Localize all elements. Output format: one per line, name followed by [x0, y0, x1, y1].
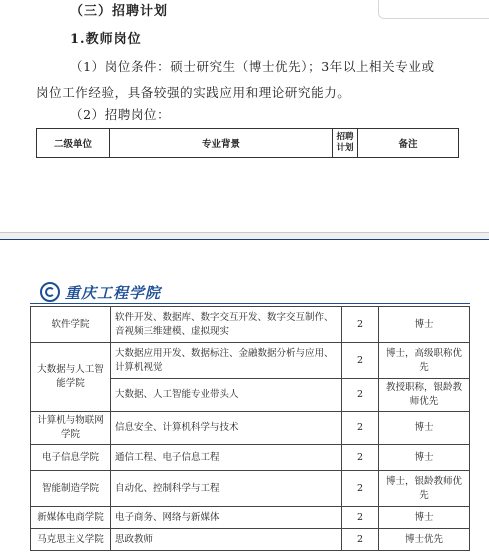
header-col-major: 专业背景: [110, 129, 333, 158]
paragraph-line-3: （2）招聘岗位：: [70, 107, 171, 122]
cell-note: 博士: [379, 412, 470, 445]
header-row: [37, 129, 459, 158]
subsection-heading: 1.教师岗位: [70, 32, 142, 47]
college-logo-text: 重庆工程学院: [65, 283, 162, 302]
cell-note: 博士: [379, 307, 470, 343]
college-logo: [40, 280, 161, 304]
header-col-note: 备注: [358, 129, 459, 158]
cell-note: 博士: [379, 507, 470, 529]
header-col-unit: 二级单位: [37, 129, 110, 158]
cell-unit: 大数据与人工智能学院: [31, 343, 111, 412]
cell-count: 2: [342, 379, 379, 412]
header-col-count-line1: 招聘: [336, 132, 354, 142]
table-row: [31, 445, 470, 471]
cell-unit: 电子信息学院: [31, 445, 111, 471]
page-corner-tab: [378, 0, 489, 19]
cell-count: 2: [342, 529, 379, 551]
cell-unit: 计算机与物联网学院: [31, 412, 111, 445]
cell-major: 大数据、人工智能专业带头人: [111, 379, 342, 412]
logo-rule: [30, 303, 470, 304]
cell-count: 2: [342, 343, 379, 379]
cell-count: 2: [342, 412, 379, 445]
positions-table: [30, 306, 470, 551]
paragraph-line-1: （1）岗位条件：硕士研究生（博士优先）；3年以上相关专业或: [70, 59, 435, 74]
cell-major: 软件开发、数据库、数字交互开发、数字交互制作、音视频三维建模、虚拟现实: [111, 307, 342, 343]
cell-count: 2: [342, 507, 379, 529]
paragraph-line-2: 岗位工作经验，具备较强的实践应用和理论研究能力。: [36, 85, 351, 100]
page-gap-line: [0, 239, 489, 240]
table-row: [31, 412, 470, 445]
section-heading: （三）招聘计划: [70, 4, 169, 19]
table-row: [31, 343, 470, 379]
cell-major: 思政教师: [111, 529, 342, 551]
cell-note: 博士，银龄教师优先: [379, 471, 470, 507]
header-table: [36, 128, 459, 158]
cell-count: 2: [342, 445, 379, 471]
table-row: [31, 507, 470, 529]
cell-major: 电子商务、网络与新媒体: [111, 507, 342, 529]
college-emblem-icon: [40, 282, 60, 302]
cell-count: 2: [342, 307, 379, 343]
cell-note: 教授职称，银龄教师优先: [379, 379, 470, 412]
cell-major: 通信工程、电子信息工程: [111, 445, 342, 471]
cell-major: 信息安全、计算机科学与技术: [111, 412, 342, 445]
cell-major: 大数据应用开发、数据标注、金融数据分析与应用、计算机视觉: [111, 343, 342, 379]
cell-note: 博士优先: [379, 529, 470, 551]
cell-major: 自动化、控制科学与工程: [111, 471, 342, 507]
cell-note: 博士，高级职称优先: [379, 343, 470, 379]
cell-unit: 新媒体电商学院: [31, 507, 111, 529]
header-col-count: [333, 129, 358, 158]
cell-unit: 马克思主义学院: [31, 529, 111, 551]
table-row: [31, 471, 470, 507]
cell-note: 博士: [379, 445, 470, 471]
header-col-count-line2: 计划: [336, 143, 354, 153]
table-row: [31, 529, 470, 551]
cell-count: 2: [342, 471, 379, 507]
cell-unit: 智能制造学院: [31, 471, 111, 507]
document-page-top: [0, 0, 489, 232]
table-row: [31, 307, 470, 343]
cell-unit: 软件学院: [31, 307, 111, 343]
